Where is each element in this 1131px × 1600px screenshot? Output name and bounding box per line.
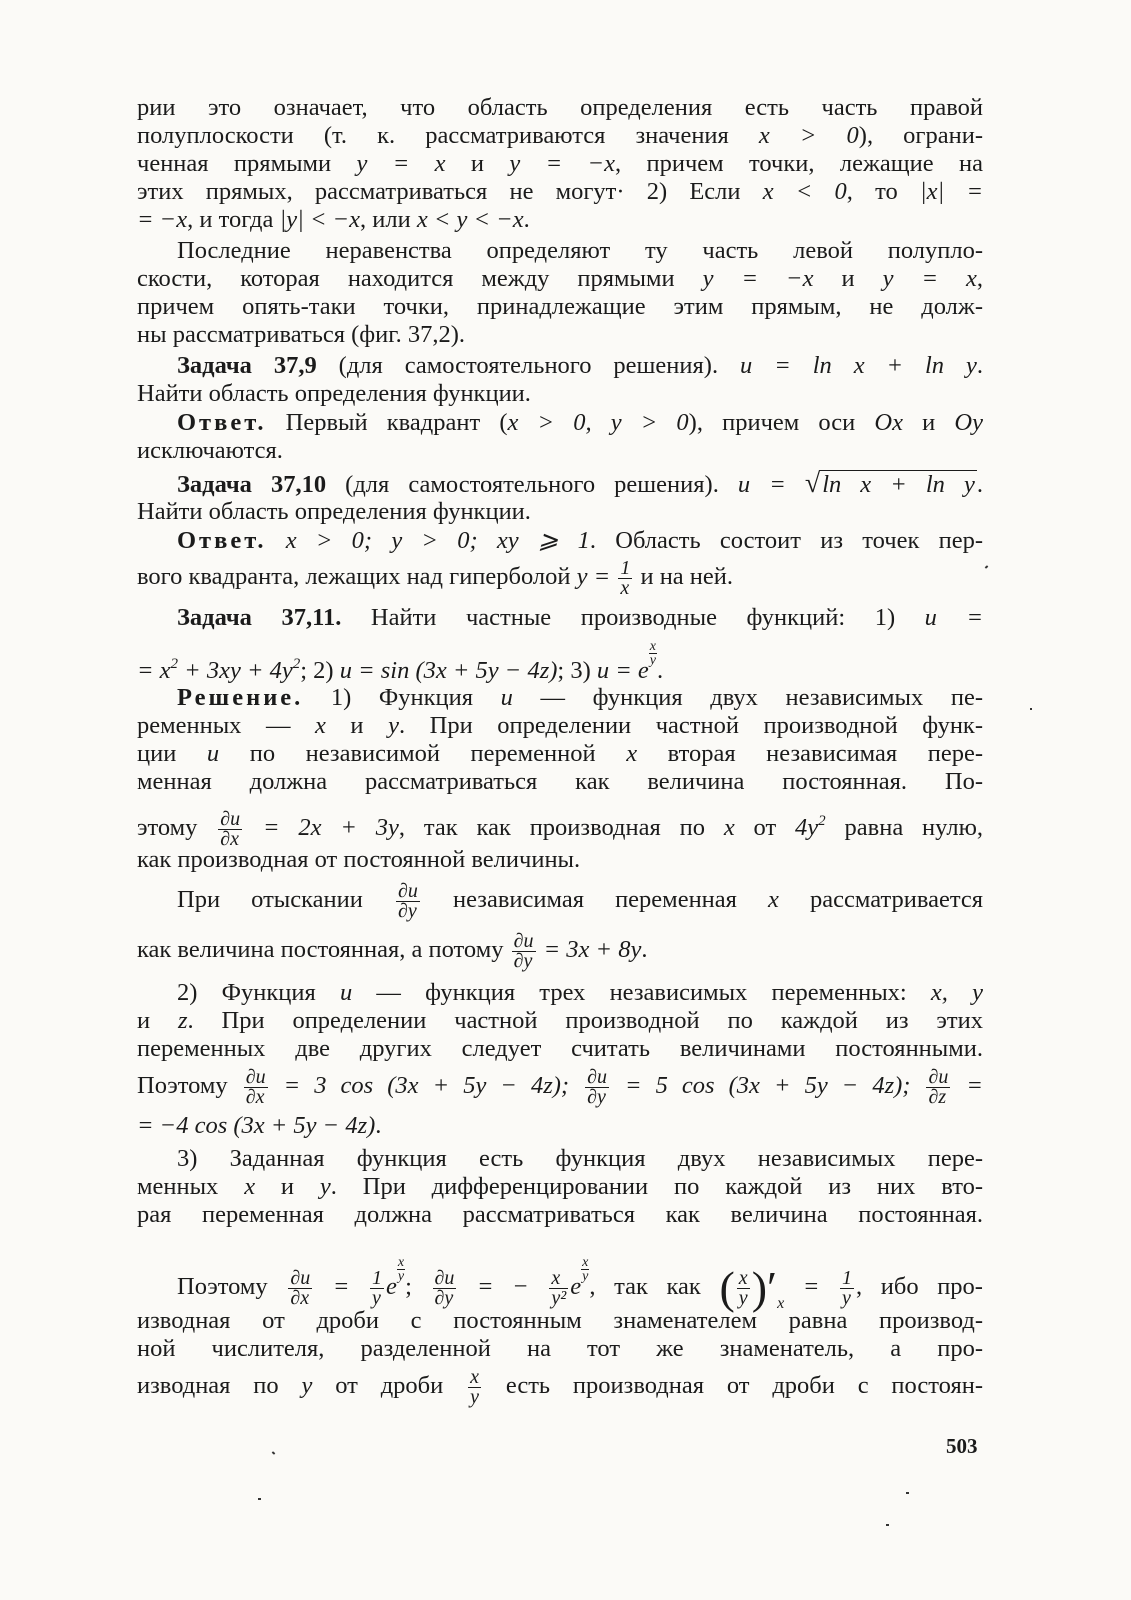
math: y [301, 1372, 313, 1399]
numerator: ∂u [434, 1266, 455, 1289]
denominator: ∂x [290, 1286, 310, 1309]
problem-heading [177, 604, 983, 632]
superscript: 2 [818, 813, 826, 829]
text: ременных — [137, 712, 316, 739]
text: . [657, 657, 664, 684]
text: Поэтому [177, 1273, 287, 1300]
text: причем опять-таки точки, принадлежащие этим прямым, не долж- [137, 293, 983, 320]
text-line [137, 1335, 983, 1363]
numerator: 1 [372, 1266, 382, 1289]
text-line [137, 150, 983, 178]
math: y = x [882, 265, 977, 292]
scan-speck [272, 1451, 276, 1454]
text-line [137, 846, 983, 874]
math: = 2x + 3y [244, 814, 399, 841]
fraction [512, 929, 536, 972]
problem-heading [177, 352, 983, 380]
text: , причем точки, лежащие на [614, 150, 983, 177]
text: — функция трех независимых переменных: [352, 979, 931, 1006]
page-number: 503 [946, 1434, 978, 1458]
text: и [325, 712, 389, 739]
text-line [137, 122, 983, 150]
text: . [641, 936, 648, 963]
numerator: ∂u [587, 1065, 607, 1088]
denominator: y [582, 1269, 589, 1284]
problem-number: Задача 37,9 [177, 352, 317, 379]
text: — функция двух независимых пе- [512, 684, 984, 711]
math: e [386, 1273, 397, 1300]
text: , так как [589, 1273, 720, 1300]
text-line [137, 1201, 983, 1229]
math: = − [458, 1273, 548, 1300]
math: x [768, 886, 779, 913]
math: = [784, 1273, 838, 1300]
text: ), причем оси [688, 409, 875, 436]
text: , [976, 265, 983, 292]
text: ; [405, 1273, 431, 1300]
text-line [137, 437, 983, 465]
math: u [500, 684, 513, 711]
math: u [339, 979, 353, 1006]
math: = [314, 1273, 368, 1300]
text: . При дифференцировании по каждой из них вто- [330, 1173, 984, 1200]
text: менных [137, 1173, 245, 1200]
math: = −x [137, 206, 188, 233]
text: изводная по [137, 1372, 302, 1399]
text: и на ней. [634, 563, 734, 590]
text: . Область состоит из точек пер- [589, 527, 983, 554]
answer-label: Ответ. [177, 527, 267, 554]
text: ; 3) [557, 657, 597, 684]
text: как производная от постоянной величины. [137, 846, 581, 873]
fraction [618, 556, 632, 599]
text: от [734, 814, 796, 841]
math: |x| = [919, 178, 983, 205]
denominator: ∂z [928, 1085, 947, 1108]
text: вторая независимая пере- [637, 740, 983, 767]
math: e [570, 1273, 582, 1300]
text-line [137, 321, 983, 349]
math: x > 0, y > 0 [507, 409, 689, 436]
superscript: 2 [292, 656, 301, 672]
text: и [813, 265, 883, 292]
text-line [137, 1066, 983, 1107]
fraction [218, 807, 242, 850]
math: u = [737, 471, 805, 498]
text: и [445, 150, 510, 177]
text: рая переменная должна рассматриваться как величина постоянная. [137, 1201, 983, 1228]
math: Oy [954, 409, 983, 436]
text: ченная прямыми [137, 150, 357, 177]
denominator: y [649, 653, 656, 668]
math: x < y < −x [416, 206, 524, 233]
text: , так как производная по [398, 814, 724, 841]
text: . При определении частной производной по каждой из этих [187, 1007, 983, 1034]
math: x < 0 [762, 178, 847, 205]
numerator: ∂u [220, 807, 241, 830]
math: z [177, 1007, 188, 1034]
scan-speck [985, 565, 989, 568]
paren-right: )′ [751, 1262, 778, 1314]
numerator: ∂u [245, 1065, 266, 1088]
text: ции [137, 740, 207, 767]
denominator: y [738, 1286, 748, 1309]
text-line [137, 94, 983, 122]
text-line [137, 1173, 983, 1201]
text: рии это означает, что область определения есть часть правой [137, 94, 983, 121]
text: этому [137, 814, 217, 841]
math: u = sin (3x + 5y − 4z) [339, 657, 558, 684]
scan-speck [886, 1524, 889, 1526]
text-line [137, 1366, 983, 1407]
fraction [370, 1266, 384, 1309]
text: рассматривается [778, 886, 983, 913]
math: = [952, 1072, 983, 1099]
text: скости, которая находится между прямыми [137, 265, 703, 292]
problem-number: Задача 37,10 [177, 471, 327, 498]
math: x [315, 712, 326, 739]
text: . При определении частной производной функ- [398, 712, 983, 739]
math: y [319, 1173, 331, 1200]
text: . [976, 352, 983, 379]
fraction [737, 1266, 750, 1309]
text: независимая переменная [421, 886, 769, 913]
text-line [177, 880, 983, 921]
math: x [244, 1173, 256, 1200]
numerator: ∂u [397, 879, 418, 902]
text: менная должна рассматриваться как величина постоянная. По- [137, 768, 983, 795]
text: Найти область определения функции. [137, 380, 531, 407]
text-line [177, 979, 983, 1007]
answer-line [177, 527, 983, 555]
math: y = −x [509, 150, 615, 177]
text-line [177, 237, 983, 265]
denominator: ∂x [245, 1085, 265, 1108]
math: |y| < −x [279, 206, 361, 233]
text-line [137, 768, 983, 796]
text: вого квадранта, лежащих над гиперболой [137, 563, 577, 590]
math: u = e [596, 657, 649, 684]
denominator: ∂y [513, 949, 533, 972]
denominator: ∂x [220, 827, 240, 850]
text: . [976, 471, 983, 498]
text-line [177, 1145, 983, 1173]
math: x [723, 814, 735, 841]
math: y = [576, 563, 617, 590]
numerator: x [470, 1365, 479, 1388]
text: , или [360, 206, 417, 233]
fraction [840, 1266, 854, 1309]
math: x > 0 [758, 122, 859, 149]
text-line [137, 930, 983, 971]
text: 1) Функция [303, 684, 501, 711]
subscript: x [777, 1295, 785, 1312]
text: Найти частные производные функций: 1) [341, 604, 925, 631]
fraction [549, 1266, 568, 1309]
text: , то [846, 178, 920, 205]
denominator: ∂y [397, 899, 417, 922]
text: Найти область определения функции. [137, 498, 531, 525]
text-line [137, 498, 983, 526]
denominator: y² [551, 1286, 567, 1309]
text-line [137, 1112, 983, 1140]
text-line [137, 293, 983, 321]
math: x, y [930, 979, 983, 1006]
denominator: x [620, 576, 630, 599]
text: Последние неравенства определяют ту часть левой полупло- [177, 237, 983, 264]
math: y [388, 712, 399, 739]
text-line [137, 265, 983, 293]
fraction [468, 1365, 481, 1408]
solution-label: Решение. [177, 684, 304, 711]
fraction [926, 1065, 950, 1108]
text: изводная от дроби с постоянным знаменателем равна производ- [137, 1307, 983, 1334]
math: x > 0; y > 0; xy ⩾ 1 [266, 527, 590, 554]
text: как величина постоянная, а потому [137, 936, 510, 963]
radicand: ln x + ln y [822, 471, 975, 498]
text: (для самостоятельного решения). [316, 352, 741, 379]
fraction [396, 879, 420, 922]
exponent-fraction [649, 640, 657, 667]
text: этих прямых, рассматриваться не могут· 2) Если [137, 178, 763, 205]
superscript: 2 [170, 656, 179, 672]
text: 2) Функция [177, 979, 340, 1006]
math: = 5 cos (3x + 5y − 4z); [611, 1072, 925, 1099]
math: = −4 cos (3x + 5y − 4z) [137, 1112, 376, 1139]
problem-number: Задача 37,11. [177, 604, 342, 631]
text: и [903, 409, 955, 436]
text: равна нулю, [825, 814, 983, 841]
math: 4y [795, 814, 819, 841]
text: полуплоскости (т. к. рассматриваются значения [137, 122, 759, 149]
problem-heading [177, 470, 983, 499]
numerator: 1 [620, 556, 631, 579]
numerator: ∂u [290, 1266, 311, 1289]
text: Первый квадрант ( [266, 409, 508, 436]
text: и [255, 1173, 320, 1200]
fraction [585, 1065, 609, 1108]
text: по независимой переменной [219, 740, 627, 767]
fraction [433, 1266, 457, 1309]
numerator: x [582, 1255, 589, 1270]
numerator: x [397, 1255, 405, 1270]
numerator: ∂u [928, 1065, 949, 1088]
text: При отыскании [177, 886, 394, 913]
math: Ox [874, 409, 903, 436]
math: u [206, 740, 220, 767]
radical-sign: √ [804, 468, 821, 499]
numerator: x [649, 639, 656, 654]
math: + 3xy + 4y [178, 657, 293, 684]
fraction [244, 1065, 268, 1108]
text-line [137, 557, 983, 598]
text: Поэтому [137, 1072, 242, 1099]
text: , ибо про- [855, 1273, 983, 1300]
denominator: y [841, 1286, 851, 1309]
scan-speck [906, 1492, 909, 1494]
text-line [137, 801, 983, 849]
text: ; 2) [300, 657, 340, 684]
numerator: ∂u [513, 929, 534, 952]
math: u = [924, 604, 983, 631]
text: переменных две других следует считать величинами постоянными. [137, 1035, 983, 1062]
text: (для самостоятельного решения). [326, 471, 738, 498]
solution-line [177, 684, 983, 712]
fraction [288, 1266, 312, 1309]
denominator: y [470, 1385, 479, 1408]
text-line [137, 206, 983, 234]
math: = 3 cos (3x + 5y − 4z); [269, 1072, 584, 1099]
denominator: ∂y [434, 1286, 454, 1309]
math: y = −x [702, 265, 814, 292]
text: , и тогда [187, 206, 280, 233]
denominator: y [372, 1286, 381, 1309]
math: = 3x + 8y [537, 936, 642, 963]
scan-speck [1030, 708, 1032, 710]
text: 3) Заданная функция есть функция двух независимых пере- [177, 1145, 983, 1172]
scan-speck [258, 1498, 261, 1500]
numerator: x [738, 1266, 748, 1289]
text-line [137, 178, 983, 206]
text-line [137, 712, 983, 740]
math: y = x [356, 150, 446, 177]
numerator: 1 [841, 1266, 852, 1289]
answer-line [177, 409, 983, 437]
text-line [137, 740, 983, 768]
text-line [137, 380, 983, 408]
math: = x [137, 657, 171, 684]
text: и [137, 1007, 178, 1034]
answer-label: Ответ. [177, 409, 267, 436]
exponent-fraction [397, 1256, 405, 1283]
text: ной числителя, разделенной на тот же знаменатель, а про- [137, 1335, 983, 1362]
text: исключаются. [137, 437, 283, 464]
denominator: y [397, 1269, 405, 1284]
text: от дроби [312, 1372, 467, 1399]
text-line [137, 1307, 983, 1335]
denominator: ∂y [587, 1085, 606, 1108]
text-line [137, 1035, 983, 1063]
text: есть производная от дроби с постоян- [483, 1372, 983, 1399]
numerator: x [549, 1269, 568, 1289]
text: . [375, 1112, 382, 1139]
math: x [626, 740, 638, 767]
text: ), ограни- [858, 122, 983, 149]
text-line [137, 1007, 983, 1035]
paren-left: ( [719, 1262, 735, 1314]
text: ны рассматриваться (фиг. 37,2). [137, 321, 465, 348]
text: . [523, 206, 530, 233]
math: u = ln x + ln y [740, 352, 977, 379]
